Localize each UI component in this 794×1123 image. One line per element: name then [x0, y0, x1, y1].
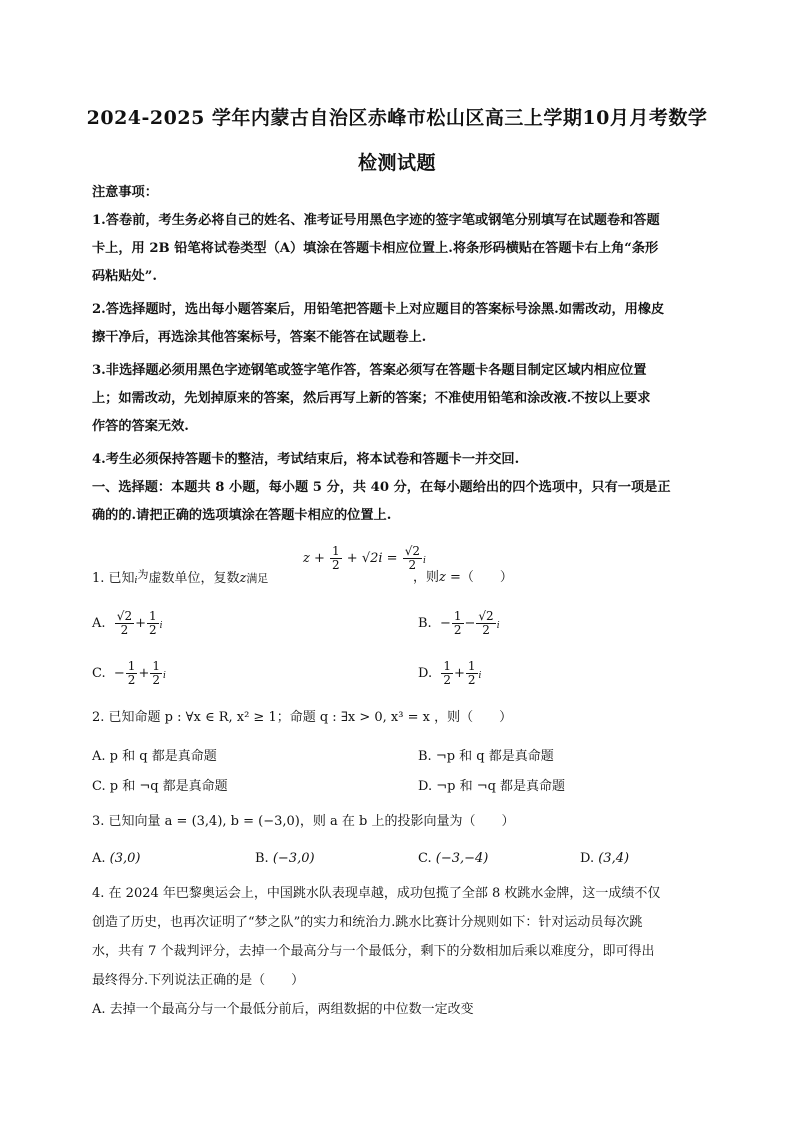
fraction: $\frac{√2}{2}$ — [478, 609, 494, 637]
fraction: $\frac{√2}{2}$ — [116, 609, 133, 637]
q4-option-a[interactable]: A. 去掉一个最高分与一个最低分前后，两组数据的中位数一定改变 — [92, 1002, 474, 1017]
q1-option-b[interactable]: B. − $\frac{1}{2}$ − $\frac{√2}{2}$ i — [418, 609, 500, 637]
q2-option-d[interactable]: D. ¬p 和 ¬q 都是真命题 — [418, 779, 566, 794]
notice-line: 上；如需改动，先划掉原来的答案，然后再写上新的答案；不准使用铅笔和涂改液.不按以上要求 — [92, 391, 651, 406]
option-label: D. — [580, 851, 595, 866]
q1-paren: （ ） — [460, 570, 513, 585]
option-label: B. — [255, 851, 269, 866]
fraction: $\frac{√2}{2}$ — [404, 544, 420, 572]
q3-option-a[interactable] — [92, 851, 141, 866]
question-4-line: 4. 在 2024 年巴黎奥运会上，中国跳水队表现卓越，成功包揽了全部 8 枚跳水金牌，这一成绩不仅 — [92, 886, 661, 901]
question-2-stem: 2. 已知命题 p : ∀x ∈ R, x² ≥ 1；命题 q : ∃x > 0, x³ = x ，则（ ） — [92, 710, 513, 725]
notice-line: 卡上，用 2B 铅笔将试卷类型（A）填涂在答题卡相应位置上.将条形码横贴在答题卡右上角“条形 — [92, 241, 659, 256]
q1-z-eq: z = — [439, 570, 461, 585]
section-heading: 一、选择题：本题共 8 小题，每小题 5 分，共 40 分，在每小题给出的四个选项中，只有一项是正 — [92, 480, 671, 495]
section-heading: 确的的.请把正确的选项填涂在答题卡相应的位置上. — [92, 508, 392, 523]
fraction: $\frac{1}{2}$ — [467, 659, 476, 687]
notice-line: 码粘贴处”. — [92, 269, 157, 284]
option-value: (−3,−4) — [435, 851, 489, 866]
q2-option-a[interactable]: A. p 和 q 都是真命题 — [92, 749, 217, 764]
page-subtitle: 检测试题 — [357, 152, 436, 174]
q3-option-d[interactable] — [580, 851, 629, 866]
notice-line: 3.非选择题必须用黑色字迹钢笔或签字笔作答，答案必须写在答题卡各题目制定区域内相应位置 — [92, 363, 647, 378]
question-1-tail — [413, 566, 513, 585]
fraction: $\frac{1}{2}$ — [332, 544, 340, 572]
question-1-equation: z + $\frac{1}{2}$ + √2i = $\frac{√2}{2}$ i — [303, 544, 426, 572]
q1-i: i — [134, 576, 138, 586]
fraction: $\frac{1}{2}$ — [453, 609, 462, 637]
option-label: C. — [418, 851, 432, 866]
q1-z: z — [239, 571, 247, 586]
question-4-line: 水，共有 7 个裁判评分，去掉一个最高分与一个最低分，剩下的分数相加后乘以难度分，即可得出 — [92, 944, 655, 959]
option-label: D. — [418, 666, 433, 681]
notice-line: 4.考生必须保持答题卡的整洁，考试结束后，将本试卷和答题卡一并交回. — [92, 452, 520, 467]
q1-text: 为 — [137, 568, 149, 581]
fraction: $\frac{1}{2}$ — [148, 609, 157, 637]
q3-option-c[interactable] — [418, 851, 488, 866]
fraction: $\frac{1}{2}$ — [152, 659, 160, 687]
option-label: B. — [418, 616, 432, 631]
question-3-stem: 3. 已知向量 a = (3,4), b = (−3,0)，则 a 在 b 上的投影向量为（ ） — [92, 814, 515, 829]
q2-option-b[interactable]: B. ¬p 和 q 都是真命题 — [418, 749, 554, 764]
page-title: 2024-2025 学年内蒙古自治区赤峰市松山区高三上学期10月月考数学 — [86, 107, 708, 129]
notice-line: 作答的答案无效. — [92, 419, 189, 434]
option-value: (3,4) — [598, 851, 630, 866]
q1-option-c[interactable]: C. − $\frac{1}{2}$ + $\frac{1}{2}$ i — [92, 659, 166, 687]
notice-line: 1.答卷前，考生务必将自己的姓名、准考证号用黑色字迹的签字笔或钢笔分别填写在试题卷和答题 — [92, 213, 660, 228]
q1-text: 虚数单位，复数 — [148, 571, 240, 586]
fraction: $\frac{1}{2}$ — [127, 659, 136, 687]
q1-option-a[interactable]: A. $\frac{√2}{2}$ + $\frac{1}{2}$ i — [92, 609, 163, 637]
notice-line: 2.答选择题时，选出每小题答案后，用铅笔把答题卡上对应题目的答案标号涂黑.如需改动，用橡皮 — [92, 302, 665, 317]
q1-option-d[interactable]: D. $\frac{1}{2}$ + $\frac{1}{2}$ i — [418, 659, 482, 687]
question-1-stem — [92, 566, 268, 586]
q3-option-b[interactable] — [255, 851, 315, 866]
q1-eq-left: z + — [303, 551, 325, 566]
question-4-line: 创造了历史，也再次证明了“梦之队”的实力和统治力.跳水比赛计分规则如下：针对运动员每次跳 — [92, 915, 643, 930]
notice-line: 擦干净后，再选涂其他答案标号，答案不能答在试题卷上. — [92, 330, 427, 345]
q2-option-c[interactable]: C. p 和 ¬q 都是真命题 — [92, 779, 228, 794]
option-label: A. — [92, 851, 106, 866]
q1-text: 1. 已知 — [92, 571, 135, 586]
q1-text: ，则 — [413, 570, 440, 585]
option-label: A. — [92, 616, 106, 631]
notice-heading: 注意事项： — [92, 185, 158, 200]
question-4-line: 最终得分.下列说法正确的是（ ） — [92, 973, 305, 988]
fraction: $\frac{1}{2}$ — [443, 659, 451, 687]
option-value: (3,0) — [109, 851, 141, 866]
q1-eq-mid: + √2i = — [346, 551, 398, 566]
option-label: C. — [92, 666, 106, 681]
q1-text: 满足 — [246, 572, 269, 585]
option-value: (−3,0) — [272, 851, 315, 866]
